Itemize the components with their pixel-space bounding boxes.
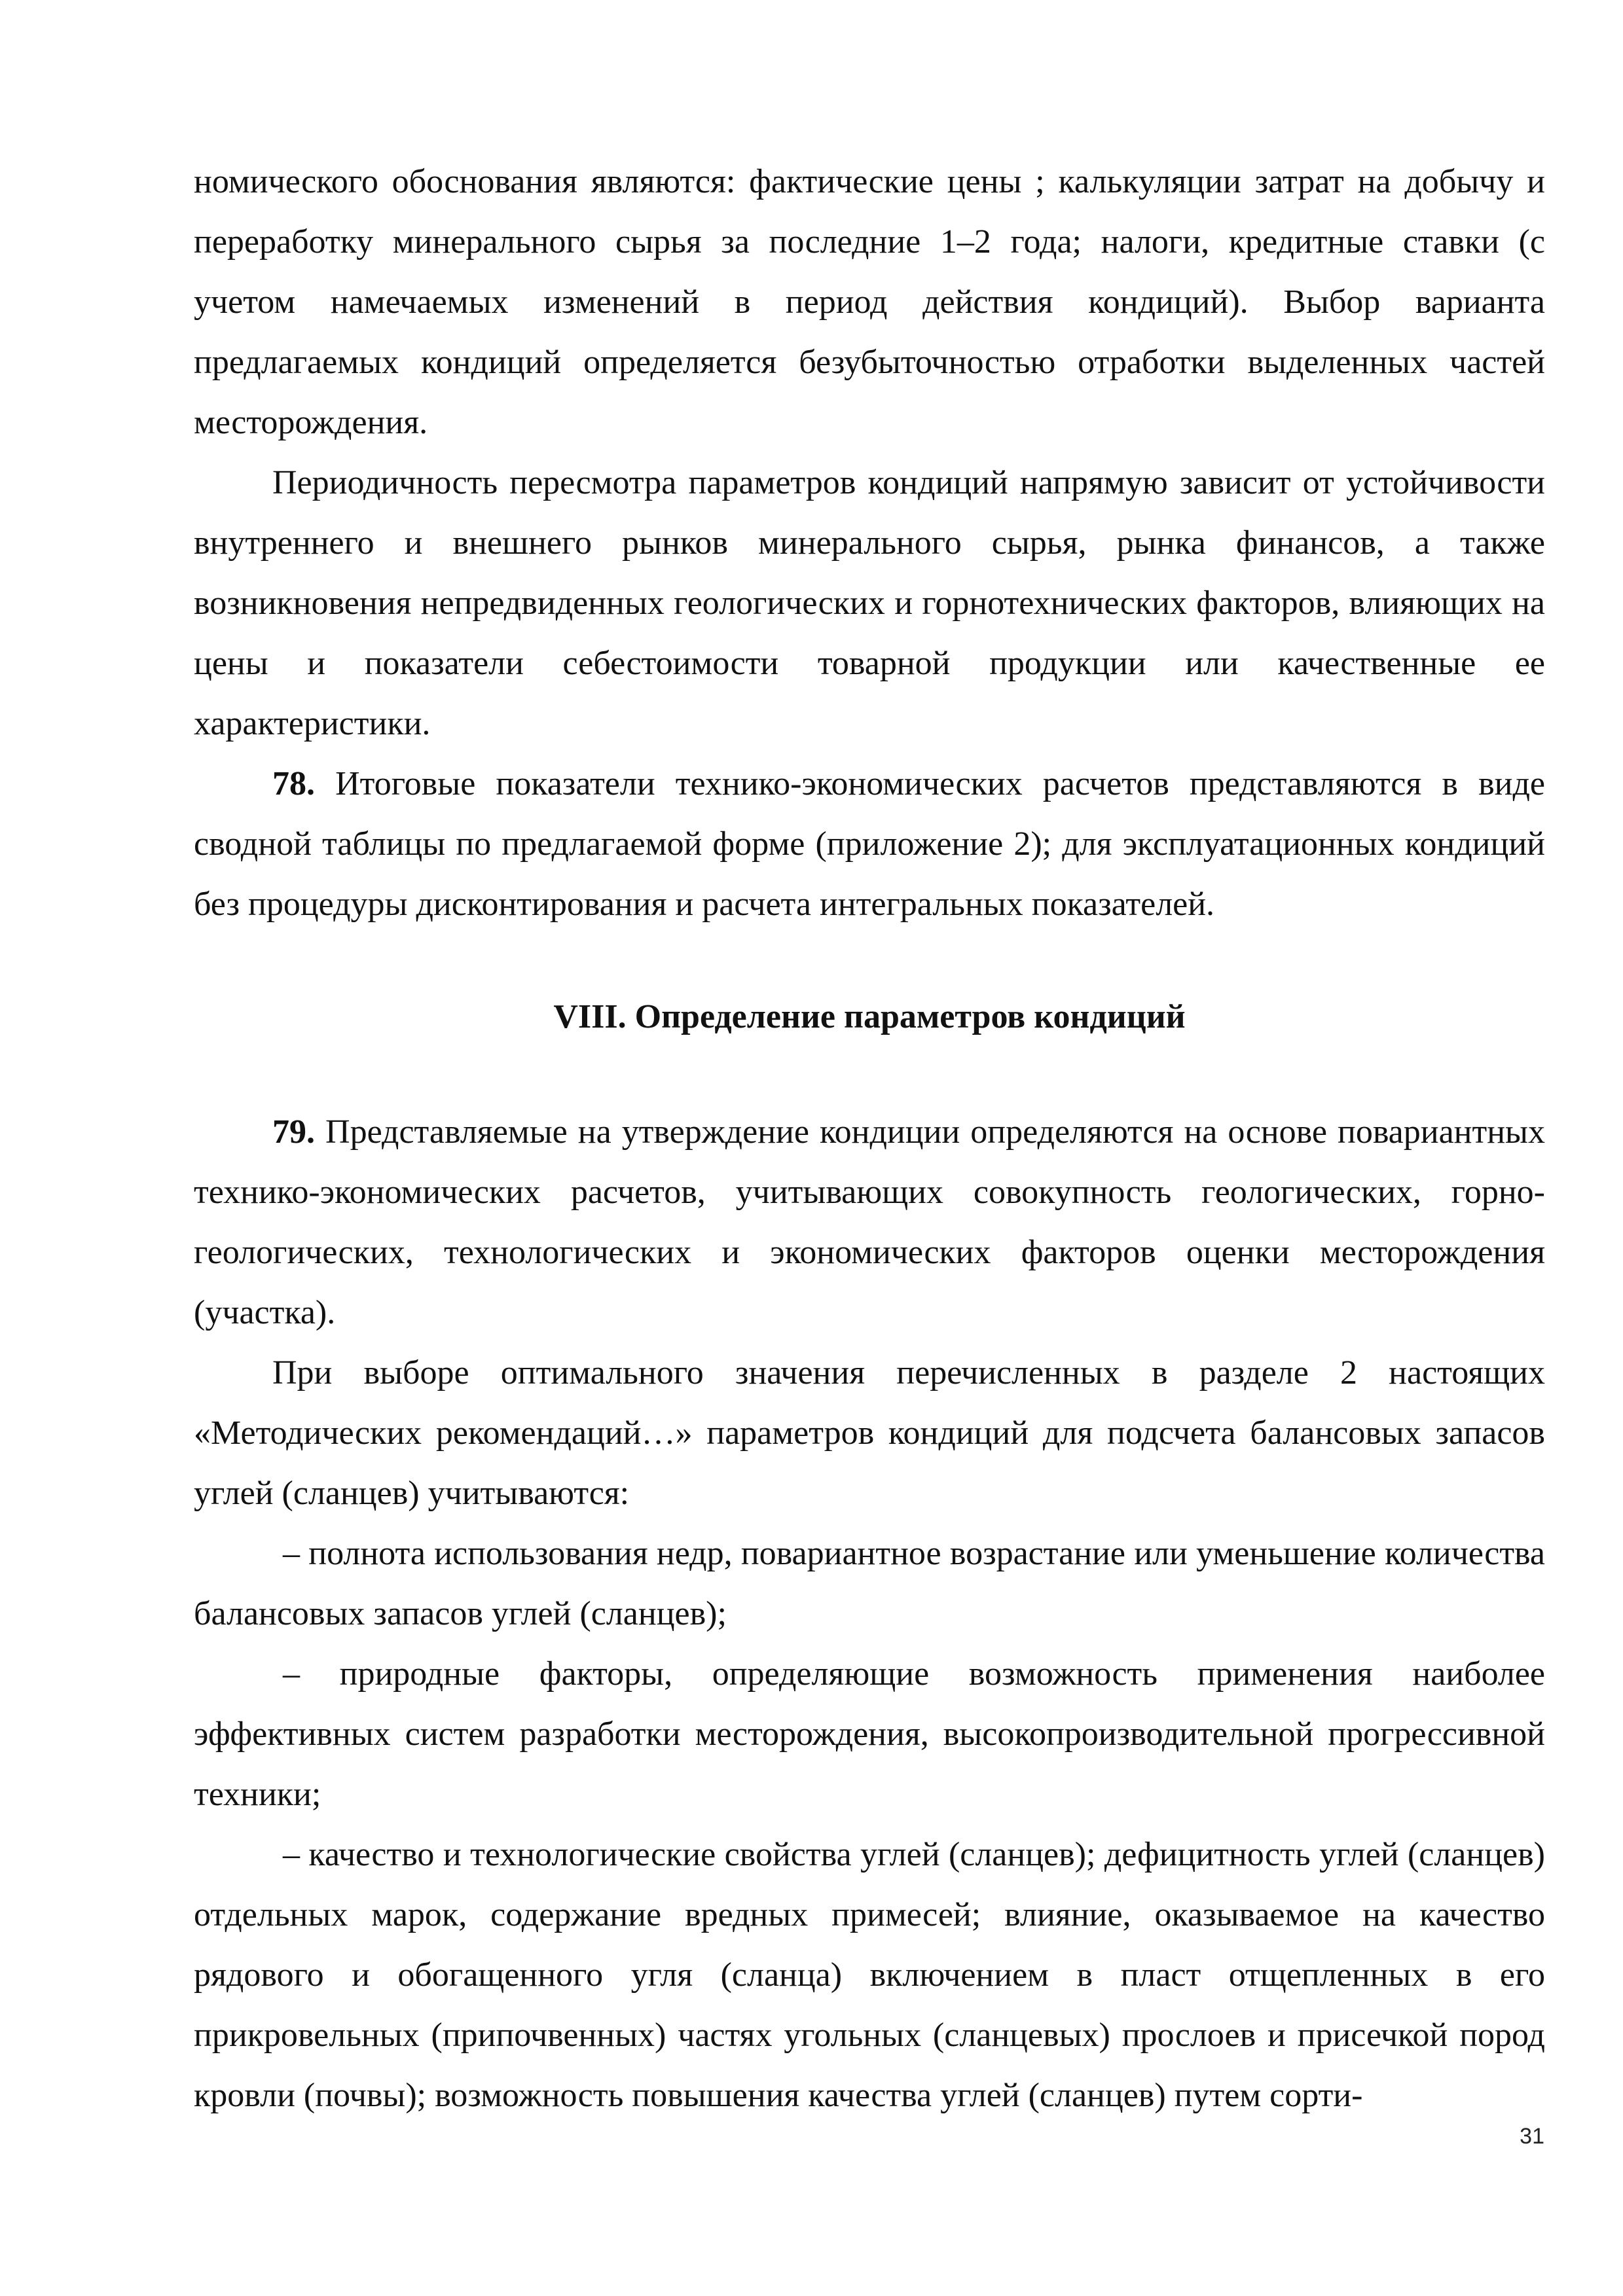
paragraph-number: 79.: [272, 1113, 315, 1151]
list-dash: –: [283, 1535, 300, 1572]
paragraph-text: Представляемые на утверждение кондиции определяются на основе повариантных технико-экономических расчетов, учитывающих совокупность геологических, горно-геологических, технологических и экономических факторов оценки месторождения (участка).: [194, 1113, 1545, 1331]
list-item: [194, 1524, 1545, 1644]
list-dash: –: [283, 1836, 300, 1873]
list-item: [194, 1825, 1545, 2126]
paragraph-number: 78.: [272, 765, 315, 802]
paragraph-text: номического обоснования являются: фактические цены ; калькуляции затрат на добычу и переработку минерального сырья за последние 1–2 года; налоги, кредитные ставки (с учетом намечаемых изменений в период действия кондиций). Выбор варианта предлагаемых кондиций определяется безубыточностью отработки выделенных частей месторождения.: [194, 163, 1545, 441]
list-item-text: природные факторы, определяющие возможность применения наиболее эффективных систем разработки месторождения, высокопроизводительной прогрессивной техники;: [194, 1655, 1545, 1813]
paragraph-text: Периодичность пересмотра параметров кондиций напрямую зависит от устойчивости внутреннего и внешнего рынков минерального сырья, рынка финансов, а также возникновения непредвиденных геологических и горнотехнических факторов, влияющих на цены и показатели себестоимости товарной продукции или качественные ее характеристики.: [194, 464, 1545, 742]
list-item-text: качество и технологические свойства углей (сланцев); дефицитность углей (сланцев) отдельных марок, содержание вредных примесей; влияние, оказываемое на качество рядового и обогащенного угля (сланца) включением в пласт отщепленных в его прикровельных (припочвенных) частях угольных (сланцевых) прослоев и присечкой пород кровли (почвы); возможность повышения качества углей (сланцев) путем сорти-: [194, 1836, 1545, 2114]
paragraph-text: Итоговые показатели технико-экономических расчетов представляются в виде сводной таблицы по предлагаемой форме (приложение 2); для эксплуатационных кондиций без процедуры дисконтирования и расчета интегральных показателей.: [194, 765, 1545, 923]
paragraph-79: [194, 1102, 1545, 1343]
section-heading: VIII. Определение параметров кондиций: [553, 998, 1186, 1035]
paragraph-economic-justification: [194, 152, 1545, 453]
list-dash: –: [283, 1655, 300, 1693]
list-item-text: полнота использования недр, повариантное возрастание или уменьшение количества балансовых запасов углей (сланцев);: [194, 1535, 1545, 1632]
page-number: 31: [1520, 2124, 1544, 2149]
list-item: [194, 1644, 1545, 1825]
document-page: [194, 152, 1545, 2126]
paragraph-optimal-choice: [194, 1343, 1545, 1524]
paragraph-78: [194, 754, 1545, 935]
paragraph-revision-frequency: [194, 453, 1545, 754]
paragraph-text: При выборе оптимального значения перечисленных в разделе 2 настоящих «Методических рекомендаций…» параметров кондиций для подсчета балансовых запасов углей (сланцев) учитываются:: [194, 1354, 1545, 1512]
